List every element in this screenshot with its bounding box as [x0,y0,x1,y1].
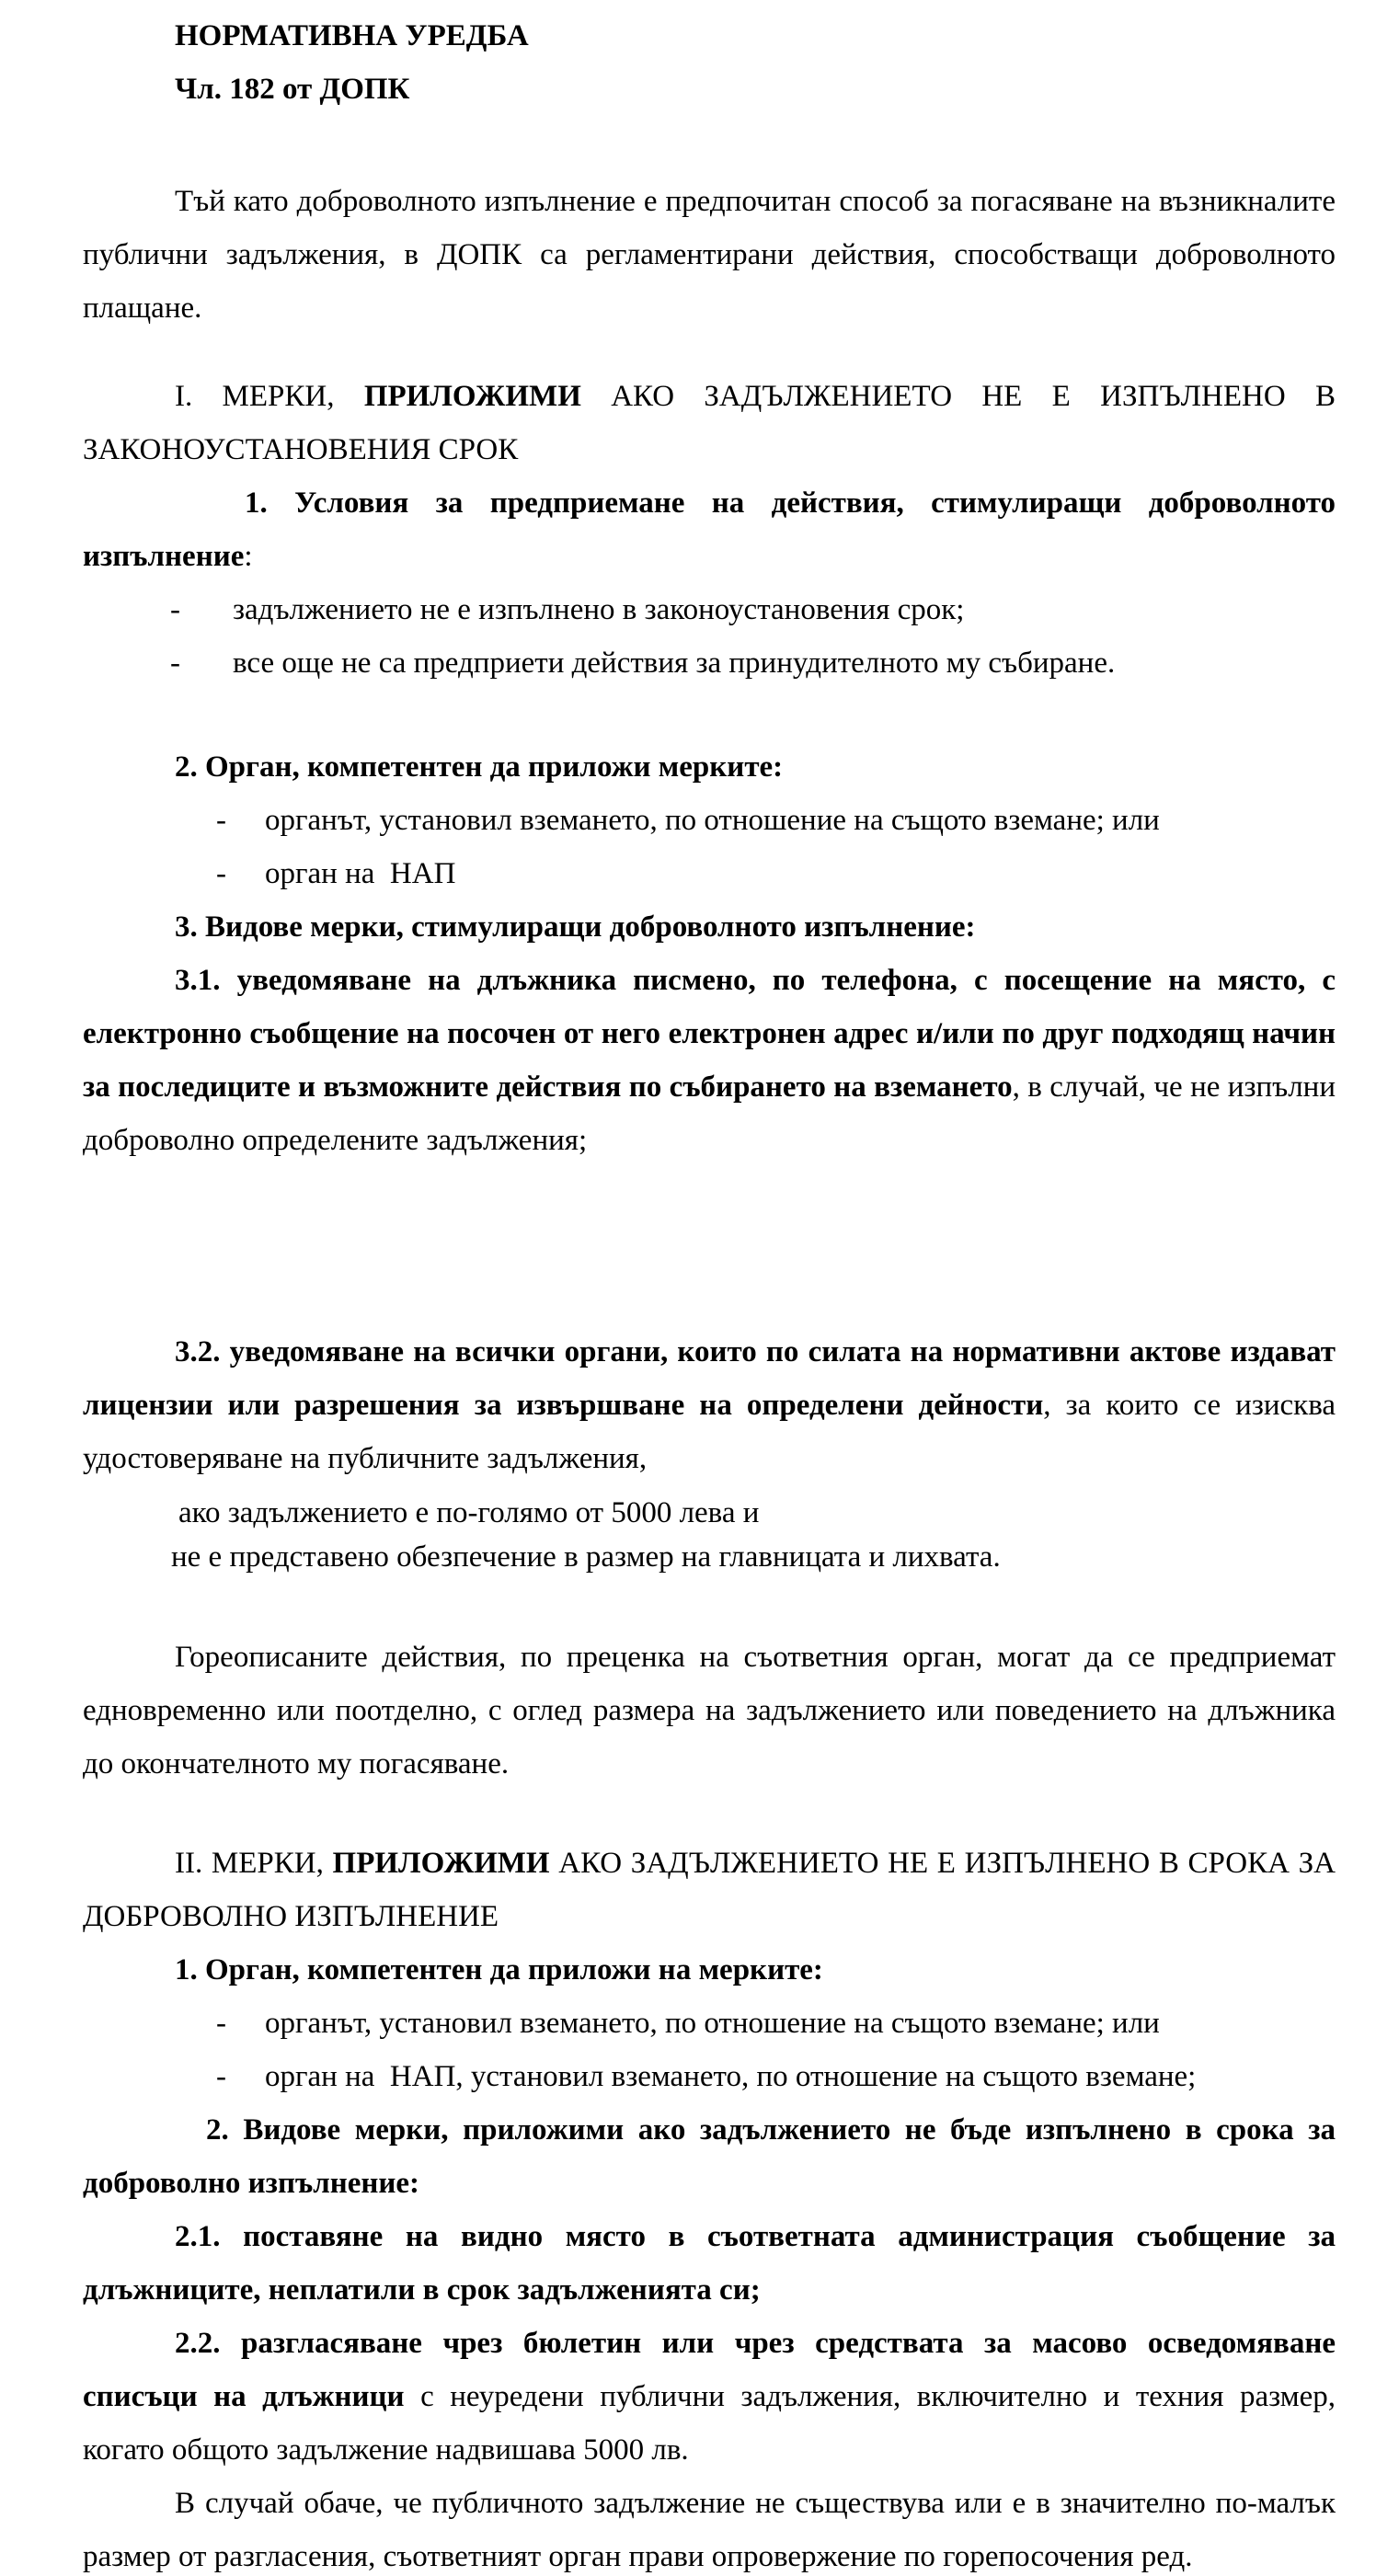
list-item-no-enforcement-actions [83,636,1336,690]
section-1-item-2-authority: 2. Орган, компетентен да приложи мерките: [175,750,784,784]
section-1-item-1-conditions: 1. Условия за предприемане на действия, стимулиращи доброволното изпълнение: [83,487,1336,573]
dash-bullet-marker: - [216,804,226,837]
section-2-item-2-1-public-notice: 2.1. поставяне на видно място в съответната администрация съобщение за длъжниците, неплатили в срок задълженията си; [83,2220,1336,2307]
section-2-heading: II. МЕРКИ, ПРИЛОЖИМИ АКО ЗАДЪЛЖЕНИЕТО НЕ Е ИЗПЪЛНЕНО В СРОКА ЗА ДОБРОВОЛНО ИЗПЪЛНЕНИЕ [83,1847,1336,1933]
section-1-item-3-1-debtor-notification: 3.1. уведомяване на длъжника писмено, по телефона, с посещение на място, с електронно съобщение на посочен от него електронен адрес и/или по друг подходящ начин за последиците и възможните действия по събирането на вземането, в случай, че не изпълни доброволно определените задължения; [83,964,1336,1157]
final-note-paragraph: В случай обаче, че публичното задължение не съществува или е в значително по-малък размер от разгласения, съответният орган прави опровержение по горепосочения ред. [83,2487,1336,2573]
heading-article-182: Чл. 182 от ДОПК [175,73,410,106]
list-item-text: органът, установил вземането, по отношение на същото вземане; или [265,804,1160,837]
dash-bullet-marker: - [170,593,180,626]
list-item-text: орган на НАП [265,857,456,890]
heading-normative-framework: НОРМАТИВНА УРЕДБА [175,19,529,52]
dash-bullet-marker: - [216,2007,226,2040]
list-item-nra-authority-2 [83,2050,1336,2103]
list-item-claim-establishing-authority [83,794,1336,847]
list-item-claim-establishing-authority-2 [83,1997,1336,2050]
section-2-item-2-2-bulletin-disclosure: 2.2. разгласяване чрез бюлетин или чрез средствата за масово осведомяване списъци на длъжници с неуредени публични задължения, включително и техния размер, когато общото задължение надвишава 5000 лв. [83,2327,1336,2467]
intro-paragraph: Тъй като доброволното изпълнение е предпочитан способ за погасяване на възникналите публични задължения, в ДОПК са регламентирани действия, способстващи доброволното плащане. [83,185,1336,325]
section-2-item-1-authority: 1. Орган, компетентен да приложи на мерките: [175,1953,823,1986]
list-item-text: орган на НАП, установил вземането, по отношение на същото вземане; [265,2060,1197,2093]
section-1-item-3-2-authorities-notification: 3.2. уведомяване на всички органи, които по силата на нормативни актове издават лицензии или разрешения за извършване на определени дейности, за които се изисква удостоверяване на публичните задължения, [83,1335,1336,1475]
condition-line-amount: ако задължението е по-голямо от 5000 лева и [178,1496,760,1529]
list-item-deadline-not-met [83,583,1336,636]
dash-bullet-marker: - [216,857,226,890]
list-item-text: все още не са предприети действия за принудителното му събиране. [233,647,1116,680]
section-2-item-2-measure-types: 2. Видове мерки, приложими ако задължението не бъде изпълнено в срока за доброволно изпълнение: [83,2113,1336,2200]
list-item-nra-authority [83,847,1336,900]
list-item-text: органът, установил вземането, по отношение на същото вземане; или [265,2007,1160,2040]
list-item-text: задължението не е изпълнено в законоустановения срок; [233,593,965,626]
dash-bullet-marker: - [170,647,180,680]
section-1-heading: I. МЕРКИ, ПРИЛОЖИМИ АКО ЗАДЪЛЖЕНИЕТО НЕ Е ИЗПЪЛНЕНО В ЗАКОНОУСТАНОВЕНИЯ СРОК [83,380,1336,466]
summary-paragraph: Гореописаните действия, по преценка на съответния орган, могат да се предприемат едновременно или поотделно, с оглед размера на задължението или поведението на длъжника до окончателното му погасяване. [83,1641,1336,1780]
condition-lines-block [83,1491,1336,1579]
section-1-item-3-measure-types: 3. Видове мерки, стимулиращи доброволното изпълнение: [175,910,976,944]
dash-bullet-marker: - [216,2060,226,2093]
condition-line-collateral: не е представено обезпечение в размер на главницата и лихвата. [171,1540,1001,1574]
